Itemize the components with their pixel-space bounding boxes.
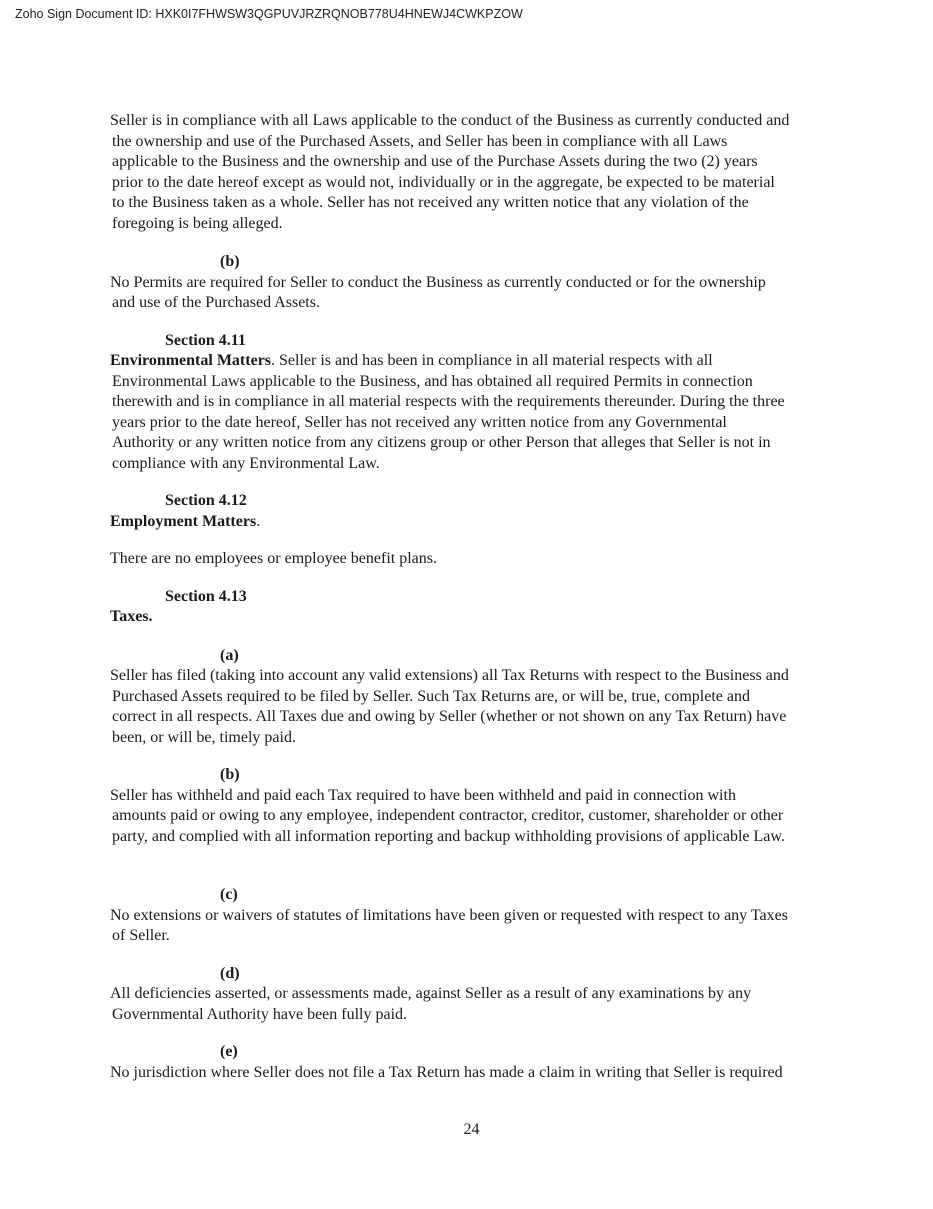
employment-paragraph xyxy=(110,549,830,570)
paragraph-line: Environmental Laws applicable to the Business, and has obtained all required Permits in connection xyxy=(112,372,753,390)
document-body xyxy=(110,111,830,1083)
paragraph-line: All deficiencies asserted, or assessments made, against Seller as a result of any examinations by any xyxy=(110,985,752,1002)
page-number: 24 xyxy=(463,1121,480,1138)
deficiencies-paragraph xyxy=(110,984,830,1025)
section-title: Employment Matters xyxy=(110,512,257,530)
paragraph-line: compliance with any Environmental Law. xyxy=(112,454,380,472)
taxes-heading xyxy=(110,607,830,628)
paragraph-line: to the Business taken as a whole. Seller has not received any written notice that any violation of the xyxy=(112,194,749,211)
paragraph-line: No jurisdiction where Seller does not file a Tax Return has made a claim in writing that Seller is required xyxy=(110,1063,783,1081)
subsection-marker: (c) xyxy=(220,886,238,903)
environmental-paragraph xyxy=(110,351,830,474)
extensions-paragraph xyxy=(110,906,830,947)
employment-heading: Employment Matters. xyxy=(110,512,261,530)
paragraph-line: prior to the date hereof except as would not, individually or in the aggregate, be expected to be material xyxy=(112,173,775,191)
withholding-paragraph xyxy=(110,786,830,848)
section-title: Environmental Matters xyxy=(110,352,272,369)
paragraph-line: Governmental Authority have been fully paid. xyxy=(112,1005,408,1023)
paragraph-line: party, and complied with all information reporting and backup withholding provisions of applicable Law. xyxy=(112,827,785,845)
paragraph-line: foregoing is being alleged. xyxy=(112,214,283,232)
paragraph-line: No Permits are required for Seller to conduct the Business as currently conducted or for the ownership xyxy=(110,273,766,291)
paragraph-line: of Seller. xyxy=(112,927,170,944)
paragraph-line: amounts paid or owing to any employee, independent contractor, creditor, customer, shareholder or other xyxy=(112,807,784,824)
paragraph-line: Seller has filed (taking into account any valid extensions) all Tax Returns with respect to the Business and xyxy=(110,667,789,684)
paragraph-line: No extensions or waivers of statutes of limitations have been given or requested with respect to any Taxes xyxy=(110,906,788,924)
paragraph-line: Purchased Assets required to be filed by Seller. Such Tax Returns are, or will be, true, complete and xyxy=(112,687,750,705)
document-id: Zoho Sign Document ID: HXK0I7FHWSW3QGPUVJRZRQNOB778U4HNEWJ4CWKPZOW xyxy=(15,7,523,21)
subsection-marker: (e) xyxy=(220,1043,238,1060)
section-number: Section 4.13 xyxy=(165,587,247,605)
paragraph-line: correct in all respects. All Taxes due and owing by Seller (whether or not shown on any Tax Return) have xyxy=(112,708,787,725)
paragraph-line: been, or will be, timely paid. xyxy=(112,728,296,746)
paragraph-line: years prior to the date hereof, Seller has not received any written notice from any Governmental xyxy=(112,413,727,431)
subsection-marker: (b) xyxy=(220,253,240,270)
subsection-marker: (d) xyxy=(220,964,240,982)
tax-returns-paragraph xyxy=(110,666,830,748)
paragraph-line: therewith and is in compliance in all material respects with the requirements thereunder. During the three xyxy=(112,393,785,410)
section-number: Section 4.11 xyxy=(165,331,246,349)
paragraph-line: Seller has withheld and paid each Tax required to have been withheld and paid in connection with xyxy=(110,786,736,804)
subsection-marker: (a) xyxy=(220,646,239,664)
paragraph-line: Environmental Matters. Seller is and has been in compliance in all material respects with all xyxy=(110,352,713,369)
jurisdiction-paragraph xyxy=(110,1063,830,1084)
paragraph-line: There are no employees or employee benefit plans. xyxy=(110,550,437,567)
paragraph-line: Authority or any written notice from any citizens group or other Person that alleges that Seller is not in xyxy=(112,434,771,451)
subsection-marker: (b) xyxy=(220,766,240,783)
compliance-paragraph xyxy=(110,111,830,234)
paragraph-line: Seller is in compliance with all Laws applicable to the conduct of the Business as currently conducted and xyxy=(110,112,790,129)
permits-paragraph xyxy=(110,273,830,314)
paragraph-line: and use of the Purchased Assets. xyxy=(112,294,320,311)
section-number: Section 4.12 xyxy=(165,492,247,509)
paragraph-line: the ownership and use of the Purchased Assets, and Seller has been in compliance with all Laws xyxy=(112,132,728,150)
paragraph-line: applicable to the Business and the ownership and use of the Purchase Assets during the two (2) years xyxy=(112,153,758,170)
section-title: Taxes. xyxy=(110,608,153,625)
